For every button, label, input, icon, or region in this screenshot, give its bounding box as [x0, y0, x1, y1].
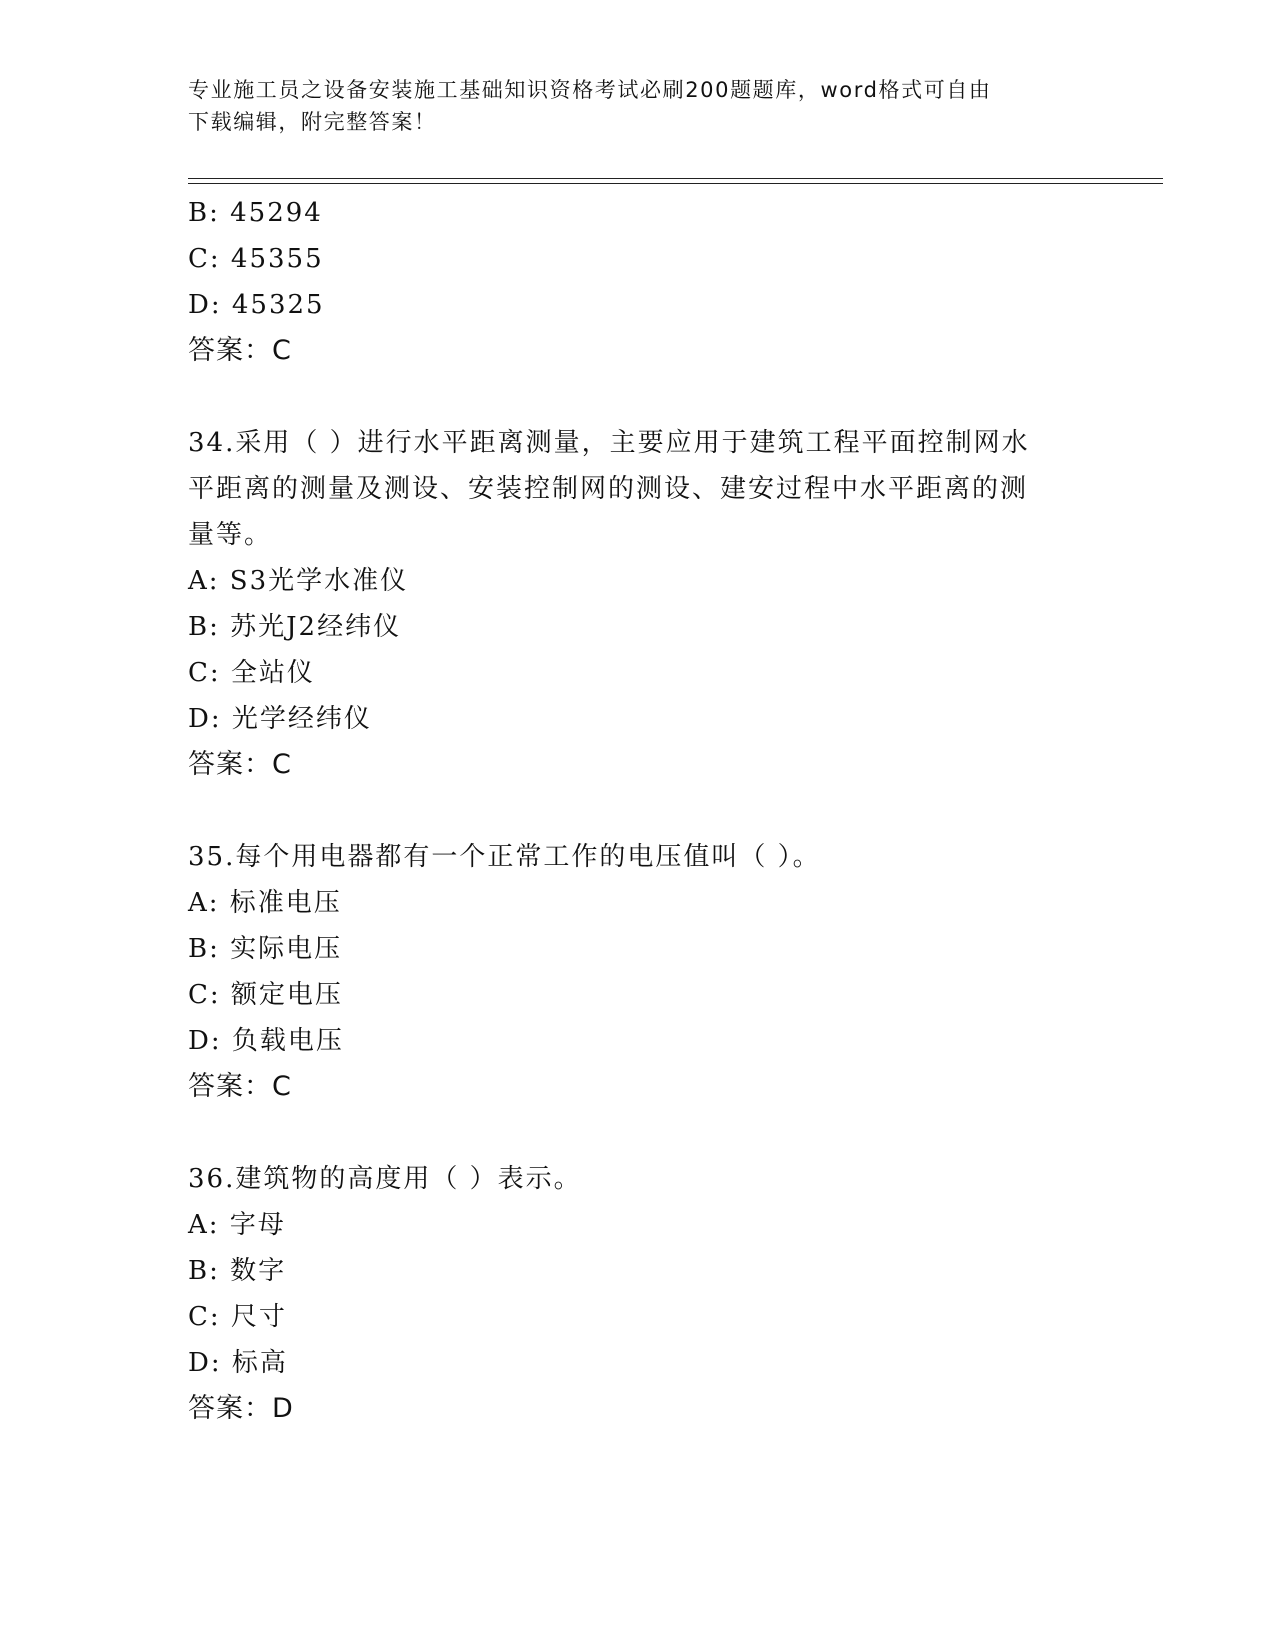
q34-option-c: C: 全站仪	[188, 658, 315, 688]
question-list	[188, 190, 1088, 1432]
q35-option-c: C: 额定电压	[188, 980, 343, 1010]
q34-stem-line-3: 量等。	[188, 520, 273, 550]
document-header	[188, 74, 1068, 138]
q36-answer: 答案：D	[188, 1393, 294, 1424]
q35-answer: 答案：C	[188, 1071, 292, 1102]
q33-option-b: B: 45294	[188, 198, 323, 228]
header-line-1: 专业施工员之设备安装施工基础知识资格考试必刷200题题库，word格式可自由	[188, 78, 992, 102]
q33-option-d: D: 45325	[188, 290, 325, 320]
q36-option-d: D: 标高	[188, 1348, 288, 1378]
spacer	[188, 1110, 1088, 1156]
q35-stem: 35.每个用电器都有一个正常工作的电压值叫（ ）。	[188, 842, 821, 872]
q34-option-d: D: 光学经纬仪	[188, 704, 372, 734]
q36-option-a: A: 字母	[188, 1210, 286, 1240]
q34-stem-line-2: 平距离的测量及测设、安装控制网的测设、建安过程中水平距离的测	[188, 474, 1029, 504]
q35-option-d: D: 负载电压	[188, 1026, 344, 1056]
header-line-2: 下载编辑，附完整答案！	[188, 110, 437, 134]
q36-option-c: C: 尺寸	[188, 1302, 287, 1332]
spacer	[188, 374, 1088, 420]
q35-option-a: A: 标准电压	[188, 888, 342, 918]
q34-stem-line-1: 34.采用（ ）进行水平距离测量，主要应用于建筑工程平面控制网水	[188, 428, 1030, 458]
q34-answer: 答案：C	[188, 749, 292, 780]
q34-option-b: B: 苏光J2经纬仪	[188, 612, 402, 642]
q34-option-a: A: S3光学水准仪	[188, 566, 409, 596]
q33-option-c: C: 45355	[188, 244, 324, 274]
q35-option-b: B: 实际电压	[188, 934, 343, 964]
q36-stem: 36.建筑物的高度用（ ）表示。	[188, 1164, 582, 1194]
q36-option-b: B: 数字	[188, 1256, 287, 1286]
header-divider-bottom	[188, 183, 1163, 184]
spacer	[188, 788, 1088, 834]
header-divider-top	[188, 178, 1163, 179]
q33-answer: 答案：C	[188, 335, 292, 366]
